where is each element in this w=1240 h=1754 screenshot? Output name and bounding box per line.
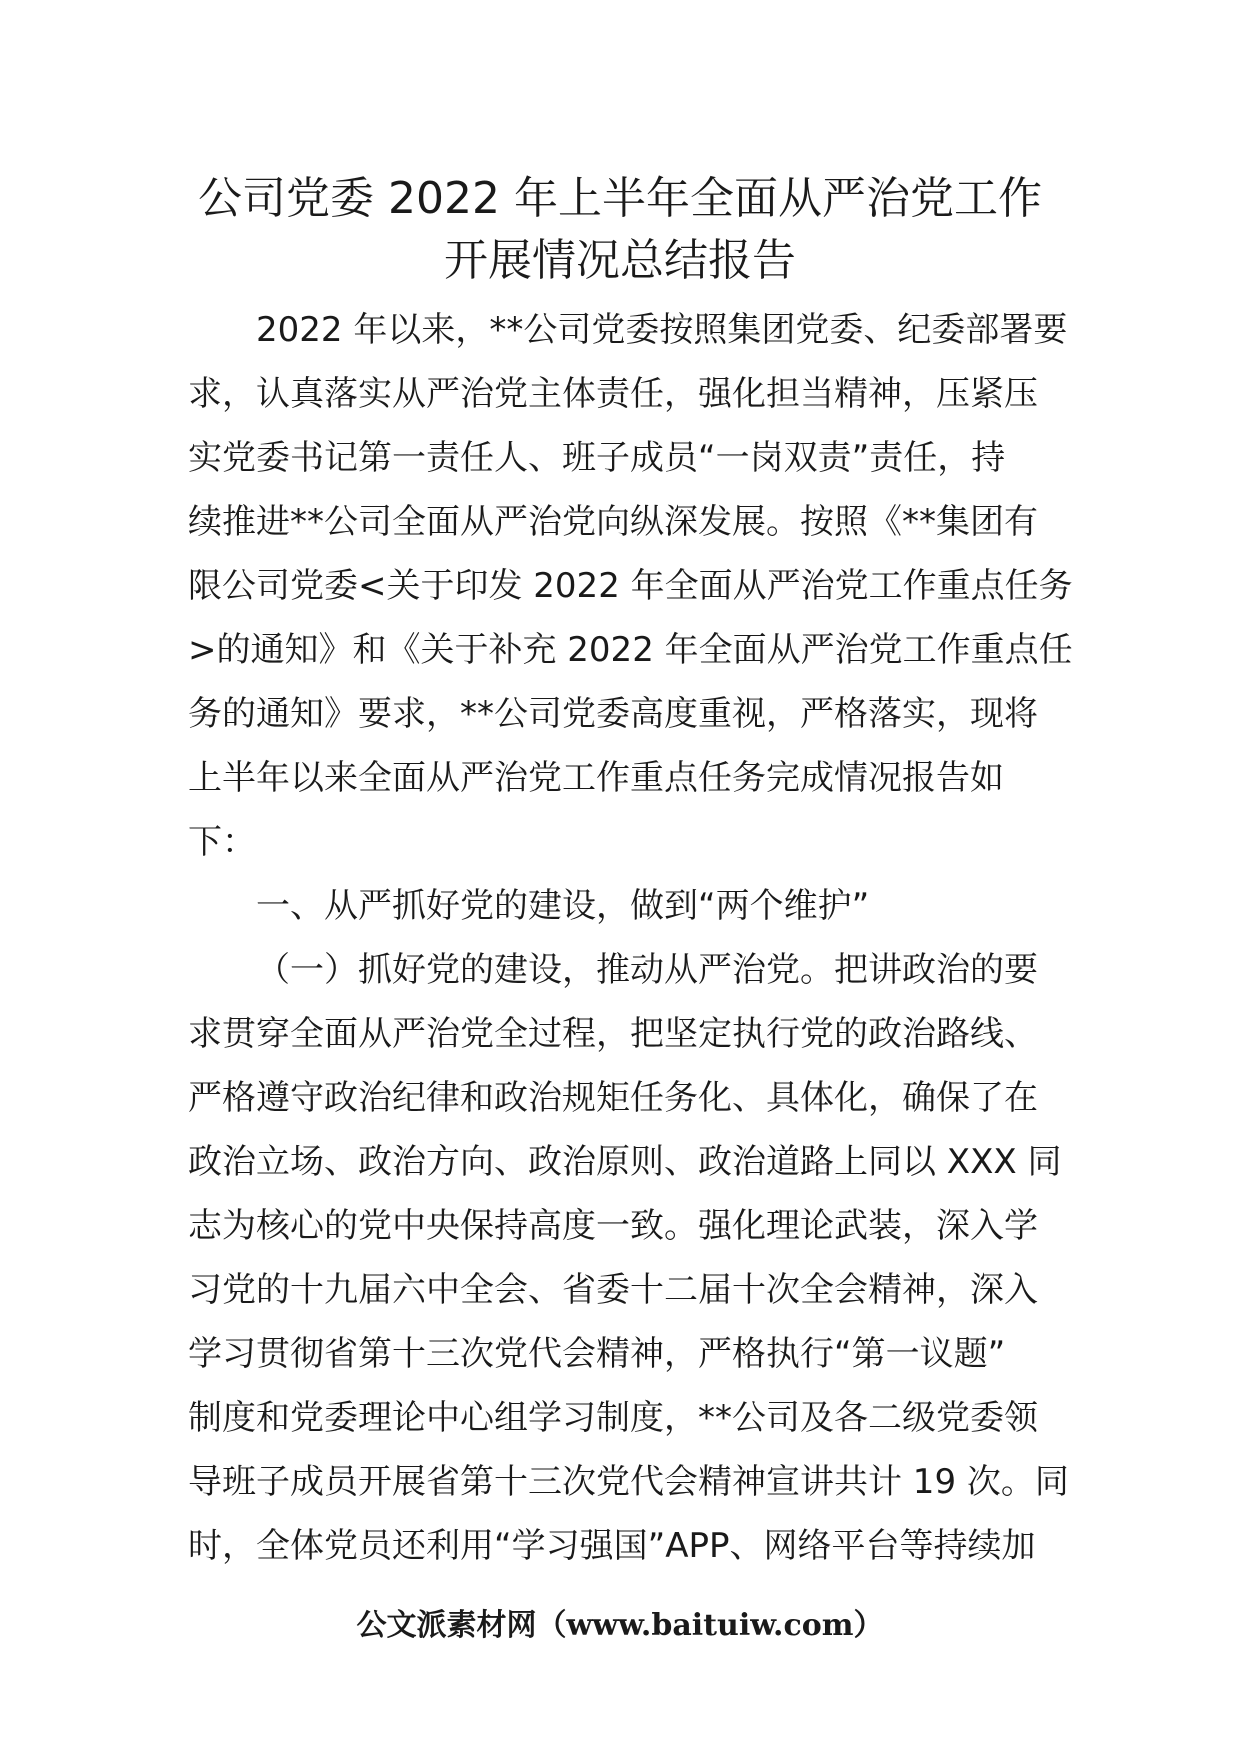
title-line: 开展情况总结报告 bbox=[444, 235, 796, 286]
paragraph-line: 时，全体党员还利用“学习强国”APP、网络平台等持续加 bbox=[188, 1526, 1036, 1566]
paragraph-line: 严格遵守政治纪律和政治规矩任务化、具体化，确保了在 bbox=[188, 1078, 1038, 1118]
paragraph-line: 上半年以来全面从严治党工作重点任务完成情况报告如 bbox=[188, 758, 1004, 798]
document-title bbox=[0, 168, 1240, 292]
paragraph-line: 政治立场、政治方向、政治原则、政治道路上同以 XXX 同 bbox=[188, 1142, 1062, 1182]
paragraph-line: （一）抓好党的建设，推动从严治党。把讲政治的要 bbox=[256, 950, 1038, 990]
section-heading: 一、从严抓好党的建设，做到“两个维护” bbox=[256, 886, 870, 926]
paragraph-line: 下： bbox=[188, 822, 256, 862]
title-line: 公司党委 2022 年上半年全面从严治党工作 bbox=[198, 173, 1042, 224]
paragraph-line: 续推进**公司全面从严治党向纵深发展。按照《**集团有 bbox=[188, 502, 1038, 542]
paragraph-line: 求贯穿全面从严治党全过程，把坚定执行党的政治路线、 bbox=[188, 1014, 1038, 1054]
paragraph-line: 习党的十九届六中全会、省委十二届十次全会精神，深入 bbox=[188, 1270, 1038, 1310]
paragraph-line: 求，认真落实从严治党主体责任，强化担当精神，压紧压 bbox=[188, 374, 1038, 414]
footer-watermark: 公文派素材网（www.baituiw.com） bbox=[356, 1608, 884, 1643]
paragraph-line: 学习贯彻省第十三次党代会精神，严格执行“第一议题” bbox=[188, 1334, 1006, 1374]
paragraph-line: 实党委书记第一责任人、班子成员“一岗双责”责任，持 bbox=[188, 438, 1006, 478]
paragraph-line: 务的通知》要求，**公司党委高度重视，严格落实，现将 bbox=[188, 694, 1038, 734]
paragraph-line: 2022 年以来，**公司党委按照集团党委、纪委部署要 bbox=[256, 310, 1068, 350]
paragraph-line: >的通知》和《关于补充 2022 年全面从严治党工作重点任 bbox=[188, 630, 1073, 670]
document-body bbox=[188, 298, 1073, 1578]
paragraph-line: 志为核心的党中央保持高度一致。强化理论武装，深入学 bbox=[188, 1206, 1038, 1246]
paragraph-line: 导班子成员开展省第十三次党代会精神宣讲共计 19 次。同 bbox=[188, 1462, 1069, 1502]
paragraph-line: 制度和党委理论中心组学习制度，**公司及各二级党委领 bbox=[188, 1398, 1038, 1438]
paragraph-line: 限公司党委<关于印发 2022 年全面从严治党工作重点任务 bbox=[188, 566, 1073, 606]
